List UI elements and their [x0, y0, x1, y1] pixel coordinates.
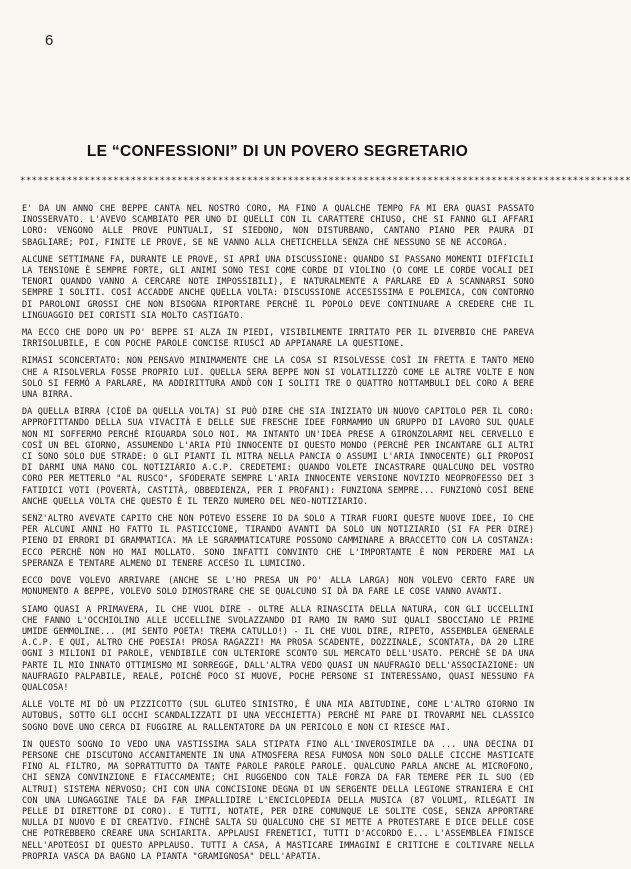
paragraph-4: RIMASI SCONCERTATO: NON PENSAVO MINIMAMENTE CHE LA COSA SI RISOLVESSE COSÌ IN FRETTA E TANTO MENO CHE A RISOLVERLA FOSSE PROPRIO LUI. QUELLA SERA BEPPE NON SI VOLATILIZZÒ COME LE ALTRE VOLTE E NON SOLO SI FERMÒ A PARLARE, MA ADDIRITTURA ANDÒ CON I SOLITI TRE O QUATTRO NOTTAMBULI DEL CORO A BERE UNA BIRRA. [22, 356, 534, 401]
paragraph-3: MA ECCO CHE DOPO UN PO' BEPPE SI ALZA IN PIEDI, VISIBILMENTE IRRITATO PER IL DIVERBIO CHE PAREVA IRRISOLUBILE, E CON POCHE PAROLE CONCISE RIUSCÌ AD APPIANARE LA QUESTIONE. [22, 328, 534, 350]
paragraph-1: E' DA UN ANNO CHE BEPPE CANTA NEL NOSTRO CORO, MA FINO A QUALCHE TEMPO FA MI ERA QUASI PASSATO INOSSERVATO. L'AVEVO SCAMBIATO PER UNO DI QUELLI CON IL CARATTERE CHIUSO, CHE SI FANNO GLI AFFARI LORO: VENGONO ALLE PROVE PUNTUALI, SI SIEDONO, NON DISTURBANO, CANTANO PIANO PER PAURA DI SBAGLIARE; POI, FINITE LE PROVE, SE NE VANNO ALLA CHETICHELLA SENZA CHE NESSUNO SE NE ACCORGA. [22, 204, 534, 248]
paragraph-2: ALCUNE SETTIMANE FA, DURANTE LE PROVE, SI APRÌ UNA DISCUSSIONE: QUANDO SI PASSANO MOMENTI DIFFICILI LA TENSIONE È SEMPRE FORTE, GLI ANIMI SONO TESI COME CORDE DI VIOLINO (O COME LE CORDE VOCALI DEI TENORI QUANDO VANNO A CERCARE NOTE IMPOSSIBILI), E NATURALMENTE A PARLARE ED A SCANNARSI SONO SEMPRE I SOLITI. COSÌ ACCADDE ANCHE QUELLA VOLTA: DISCUSSIONE ACCESISSIMA E POLEMICA, CON CONTORNO DI PAROLONI GROSSI CHE NON BISOGNA RIPORTARE PERCHÈ IL POPOLO DEVE CONTINUARE A CREDERE CHE IL LINGUAGGIO DEI CORISTI SIA MOLTO CASTIGATO. [22, 254, 534, 321]
paragraph-8: SIAMO QUASI A PRIMAVERA, IL CHE VUOL DIRE - OLTRE ALLA RINASCITA DELLA NATURA, CON GLI UCCELLINI CHE FANNO L'OCCHIOLINO ALLE UCCELLINE SVOLAZZANDO DI RAMO IN RAMO SUI QUALI SBOCCIANO LE PRIME UMIDE GEMMOLINE... (MI SENTO POETA! TREMA CATULLO!) - IL CHE VUOL DIRE, RIPETO, ASSEMBLEA GENERALE A.C.P. E QUI, ALTRO CHE POESIA! PROSA RAGAZZI! MA PROSA SCADENTE, DOZZINALE, SCONTATA, DA 20 LIRE OGNI 3 MILIONI DI PAROLE, VENDIBILE CON ULTERIORE SCONTO SUL MERCATO DELL'USATO. PERCHÈ SE DA UNA PARTE IL MIO INNATO OTTIMISMO MI SORREGGE, DALL'ALTRA VEDO QUASI UN NAUFRAGIO DELL'ASSOCIAZIONE: UN NAUFRAGIO PALPABILE, REALE, POICHÈ POCO SI MUOVE, POCHE PERSONE SI INTERESSANO, QUASI NESSUNO FA QUALCOSA! [22, 604, 534, 693]
article-title: LE “CONFESSIONI” DI UN POVERO SEGRETARIO [86, 143, 469, 160]
paragraph-7: ECCO DOVE VOLEVO ARRIVARE (ANCHE SE L'HO PRESA UN PO' ALLA LARGA) NON VOLEVO CERTO FARE UN MONUMENTO A BEPPE, VOLEVO SOLO DIMOSTRARE CHE SE QUALCUNO SI DÀ DA FARE LE COSE VANNO AVANTI. [22, 576, 534, 598]
paragraph-6: SENZ'ALTRO AVEVATE CAPITO CHE NON POTEVO ESSERE IO DA SOLO A TIRAR FUORI QUESTE NUOVE IDEE, IO CHE PER ALCUNI ANNI HO FATTO IL PASTICCIONE, TIRANDO AVANTI DA SOLO UN NOTIZIARIO (SI FA PER DIRE) PIENO DI ERRORI DI GRAMMATICA. MA LE SGRAMMATICATURE POSSONO CAMMINARE A BRACCETTO CON LA COSTANZA: ECCO PERCHÈ NON HO MAI MOLLATO. SONO INFATTI CONVINTO CHE L'IMPORTANTE È NON PERDERE MAI LA SPERANZA E TENTARE ALMENO DI TENERE ACCESO IL LUMICINO. [22, 514, 534, 569]
star-separator: ********************************************************************************************************* [20, 176, 631, 186]
article-body [22, 204, 534, 869]
paragraph-5: DA QUELLA BIRRA (CIOÈ DA QUELLA VOLTA) SI PUÒ DIRE CHE SIA INIZIATO UN NUOVO CAPITOLO PER IL CORO: APPROFITTANDO DELLA SUA VIVACITÀ E DELLE SUE FRESCHE IDEE FORMAMMO UN GRUPPO DI LAVORO SUL QUALE NON MI SOFFERMO PERCHÈ RIGUARDA SOLO NOI. MA INTANTO UN'IDEA PRESE A GIRONZOLARMI NEL CERVELLO E COSÌ UN BEL GIORNO, ASSUMENDO L'ARIA PIÙ INNOCENTE DI QUESTO MONDO (PERCHÈ PER INCANTARE GLI ALTRI CI SONO SOLO DUE STRADE: O GLI PIANTI IL MITRA NELLA PANCIA O ASSUMI L'ARIA INNOCENTE) GLI PROPOSI DI DARMI UNA MANO COL NOTIZIARIO A.C.P. CREDETEMI: QUANDO VOLETE INCASTRARE QUALCUNO DEL VOSTRO CORO PER METTERLO "AL RUSCO", SFODERATE SEMPRE L'ARIA INNOCENTE VERSIONE NOVIZIO NEOPROFESSO DEI 3 FATIDICI VOTI (POVERTÀ, CASTITÀ, OBBEDIENZA, PER I PROFANI): FUNZIONA SEMPRE... FUNZIONÒ COSÌ BENE ANCHE QUELLA VOLTA CHE QUESTO È IL TERZO NUMERO DEL NEO-NOTIZIARIO. [22, 407, 534, 507]
paragraph-9: ALLE VOLTE MI DÒ UN PIZZICOTTO (SUL GLUTEO SINISTRO, È UNA MIA ABITUDINE, COME L'ALTRO GIORNO IN AUTOBUS, SOTTO GLI OCCHI SCANDALIZZATI DI UNA VECCHIETTA) PERCHÈ MI PARE DI TROVARMI NEL CLASSICO SOGNO DOVE UNO CERCA DI FUGGIRE AL RALLENTATORE DA UN PERICOLO E NON CI RIESCE MAI. [22, 700, 534, 733]
page-number: 6 [45, 32, 54, 49]
paragraph-10: IN QUESTO SOGNO IO VEDO UNA VASTISSIMA SALA STIPATA FINO ALL'INVEROSIMILE DA ... UNA DECINA DI PERSONE CHE DISCUTONO ACCANITAMENTE IN UNA ATMOSFERA RESA FUMOSA NON SOLO DALLE CICCHE MASTICATE FINO AL FILTRO, MA SOPRATTUTTO DA TANTE PAROLE PAROLE PAROLE. QUALCUNO PARLA ANCHE AL MICROFONO, CHI SENZA CONVINZIONE E FIACCAMENTE; CHI RUGGENDO CON TALE FORZA DA FAR TEMERE PER IL SUO (ED ALTRUI) SISTEMA NERVOSO; CHI CON UNA CONCISIONE DEGNA DI UN SERGENTE DELLA LEGIONE STRANIERA E CHI CON UNA LUNGAGGINE TALE DA FAR IMPALLIDIRE L'ENCICLOPEDIA DELLA MUSICA (87 VOLUMI, RILEGATI IN PELLE DI DIRETTORE DI CORO). E TUTTI, NOTATE, PER DIRE COMUNQUE LE SOLITE COSE, SENZA APPORTARE NULLA DI NUOVO E DI CREATIVO. FINCHÈ SALTA SU QUALCUNO CHE SI METTE A PROTESTARE E DICE DELLE COSE CHE POTREBBERO CREARE UNA SCHIARITA. APPLAUSI FRENETICI, TUTTI D'ACCORDO E... L'ASSEMBLEA FINISCE NELL'APOTEOSI DI QUESTO APPLAUSO. TUTTI A CASA, A MASTICARE IMMAGINI E CRITICHE E COLTIVARE NELLA PROPRIA VASCA DA BAGNO LA PIANTA "GRAMIGNOSA" DELL'APATIA. [22, 739, 534, 862]
